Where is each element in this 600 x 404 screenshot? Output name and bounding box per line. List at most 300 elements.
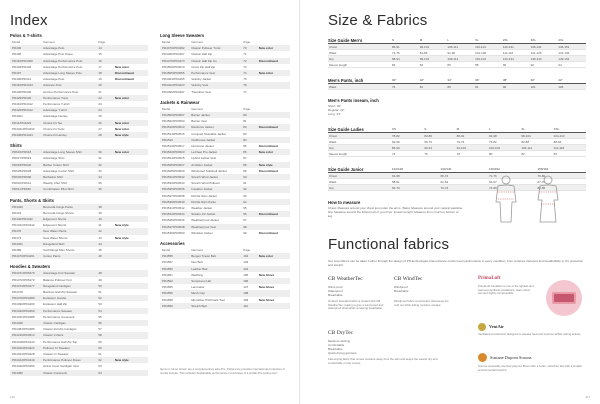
row-model: PD4539/PD4540 (162, 199, 185, 204)
row-model: PD4562 (162, 279, 173, 283)
row-page: 63 (98, 364, 102, 369)
row-garment: Classic Half Zip Cu (191, 58, 217, 63)
row-garment: Weatherproof Vest (191, 224, 216, 229)
row-page: 39 (98, 210, 102, 215)
size-table-title (328, 77, 586, 84)
size-cell: 139-144 (530, 57, 542, 61)
size-cell: 86 (447, 63, 451, 67)
row-model: PD420/PD4412 (12, 108, 33, 113)
row-garment: Webbing (191, 272, 203, 277)
header-garment: Garment (191, 40, 203, 44)
row-model: PD4424/PD4449 (12, 358, 35, 363)
row-page: 22 (98, 95, 102, 100)
row-page: 36 (98, 187, 102, 192)
row-badge: Discontinued (114, 71, 134, 75)
row-badge: New style (258, 162, 273, 167)
page-number-left: 116 (10, 395, 15, 399)
row-garment: Edgemont Skorts (43, 223, 67, 228)
size-cell: 98-104 (521, 134, 531, 138)
row-page: 26 (98, 120, 102, 125)
row-model: PD4431/PD4488 (12, 314, 35, 319)
row-page: 23 (98, 102, 102, 106)
row-garment: Mesh Cap (191, 291, 205, 296)
row-badge: Discontinued (258, 144, 278, 148)
row-page: 33 (98, 168, 102, 173)
size-col-header: 158/164 (537, 167, 549, 171)
row-page: 55 (98, 314, 102, 319)
row-page: 80 (243, 113, 247, 117)
size-cell: 82 (392, 63, 396, 67)
row-model: PD616/PD618 (12, 150, 32, 155)
row-garment: Rangeland Cardigan (43, 283, 71, 288)
row-model: PD4506/PD4507 (162, 113, 185, 117)
row-page: 46 (98, 254, 102, 259)
row-model: PD4524/PD4525 (162, 156, 185, 161)
size-cell: 91-96 (447, 51, 456, 55)
size-cell: 67-70 (537, 180, 546, 184)
size-row-label: Chest (329, 174, 337, 178)
size-row-label: Waist (329, 140, 337, 144)
size-cell: 119-124 (475, 57, 486, 61)
fabric-feature: Moisture wicking (328, 339, 351, 343)
row-model: PD4565 (162, 285, 173, 290)
row-garment: Drizzle Rain Pants (191, 199, 216, 204)
row-garment: Cross Zip Half Zip (191, 64, 216, 69)
row-garment: Advantage Henley (43, 114, 68, 119)
size-row (328, 62, 586, 68)
row-garment: Advantage Performance Polo (43, 64, 83, 69)
row-garment: Hurricane Jacket (191, 144, 214, 148)
row-page: 31 (98, 156, 102, 161)
row-garment: Golf Range Men Shorts (43, 248, 75, 252)
size-fabrics-page (300, 0, 600, 404)
pants-inseam-title: Men's Pants inseam, inch (328, 98, 379, 103)
row-page: 48 (98, 271, 102, 276)
row-garment: Clubhouse Jacket (191, 137, 216, 142)
size-cell: 131-136 (558, 51, 570, 55)
row-model: PD4505/PD4555 (162, 71, 185, 75)
row-garment: Weekly Chef Shirt (43, 181, 68, 186)
size-col-header: XL (521, 127, 525, 131)
row-page: 102 (243, 254, 249, 259)
size-table (328, 37, 586, 68)
row-page: 18 (98, 71, 102, 75)
row-page: 87 (243, 156, 247, 161)
row-page: 50 (98, 283, 102, 288)
row-model: PD4470/PD4491 (12, 254, 35, 259)
row-model: PD4438 (12, 321, 23, 325)
row-garment: New Water Pants (43, 229, 67, 234)
row-page: 104 (243, 266, 249, 271)
index-section-title: Jackets & Rainwear (160, 99, 200, 105)
size-cell: 71-76 (392, 51, 400, 55)
header-garment: Garment (191, 248, 203, 252)
size-cell: 81-86 (419, 51, 428, 55)
row-garment: La Fleet Pro Jacket (191, 150, 218, 155)
row-garment: Classic Pullover Tunic (191, 46, 221, 51)
row-garment: Advance Polo (43, 83, 62, 88)
row-model: PD4549/PD4550 (162, 230, 185, 235)
size-cell: 78-82 (392, 134, 400, 138)
row-page: 74 (243, 71, 247, 75)
row-model: PD4520/PD4523 (162, 150, 185, 155)
size-col-header: L (489, 127, 491, 131)
size-row-label: Hip (329, 146, 334, 150)
size-row-label: Hip (329, 57, 334, 61)
row-garment: Classic Half Zip (191, 52, 213, 57)
row-page: 61 (98, 352, 102, 356)
row-model: PD4547/PD4548 (162, 224, 185, 229)
size-cell: 74 (392, 152, 396, 156)
size-cell: 88-94 (553, 140, 562, 144)
size-cell: 61-64 (440, 180, 449, 184)
size-row (328, 151, 586, 157)
row-garment: Microfiber Pitchmark Tool (191, 297, 225, 302)
size-row-label: Waist (329, 51, 337, 55)
row-page: 64 (98, 370, 102, 375)
row-model: PD4470/PD4480 (12, 296, 35, 301)
fabric-drytec-list (328, 339, 357, 355)
row-garment: Sunscreen Hat (191, 279, 212, 283)
row-badge: Discontinued (258, 125, 278, 130)
row-garment: Classic Full Zip Cardigan (43, 327, 77, 332)
row-garment: Stratus 1/2 Jacket (191, 212, 216, 217)
row-model: PD4471/PD5470 (12, 271, 35, 276)
fabric-drytec-desc: Fast-drying fabric that moves moisture away from the skin and keeps the wearer dry and comfortable on the course. (328, 357, 438, 365)
row-page: 49 (98, 277, 102, 282)
size-col-header: 42" (558, 78, 563, 82)
row-page: 97 (243, 218, 247, 223)
row-badge: New color (114, 126, 130, 131)
size-col-header: 146/152 (489, 167, 500, 171)
size-cell: 86-91 (392, 45, 400, 49)
fabric-weathertec-desc: Outdoor standard fabric is treated with CB WeatherTec coating to give a wind-proof and waterproof shell while remaining breathable. (328, 299, 384, 311)
row-page: 21 (98, 89, 102, 94)
size-cell: 72-76 (489, 174, 497, 178)
size-col-header: 122/128 (392, 167, 403, 171)
row-garment: Transition Vest (191, 89, 211, 94)
primaloft-swatch-graphic (544, 278, 584, 318)
row-page: 108 (243, 291, 249, 296)
row-page: 17 (98, 64, 102, 69)
row-page: 72 (243, 58, 247, 63)
row-model: PD4502/PD4503 (162, 119, 185, 124)
row-model: PD4566 (162, 291, 173, 296)
row-garment: Bamboo Half Zip Sweater (43, 290, 78, 294)
row-model: PD4420/PD4422 (12, 345, 35, 350)
row-model: PD4500/PD4510 (162, 64, 185, 69)
size-cell: 94 (558, 63, 562, 67)
size-col-header: XS (392, 127, 397, 131)
size-cell: 91 (475, 85, 479, 89)
size-cell: 109-114 (447, 57, 459, 61)
row-model: PD4496/PD4497 (162, 89, 185, 94)
row-page: 62 (98, 358, 102, 363)
row-model: PD4555 (162, 254, 173, 259)
row-model: PD4490/PD4400 (12, 302, 35, 307)
row-page: 54 (98, 308, 102, 313)
row-page: 42 (98, 229, 102, 234)
row-model: PD431 (12, 210, 22, 215)
size-table-title (328, 166, 586, 173)
size-table-name: Size Guide Junior (328, 167, 364, 172)
row-model: PD4470/PD4482 (162, 46, 185, 51)
row-garment: Classic Cardigan (43, 321, 66, 325)
row-badge: New style (114, 133, 129, 137)
row-page: 92 (243, 187, 247, 192)
row-page: 73 (243, 64, 247, 69)
size-cell: 66-70 (392, 186, 400, 190)
row-garment: Performance Vest (191, 71, 216, 75)
row-garment: Cotton Pants (43, 254, 61, 259)
row-badge: Discontinued (258, 230, 278, 235)
row-badge: New style (114, 358, 129, 363)
size-col-header: 34" (447, 78, 452, 82)
row-page: 35 (98, 181, 102, 186)
row-garment: Ambition Jacket (191, 162, 213, 167)
page-number-right: 117 (585, 395, 590, 399)
size-col-header: XL (475, 38, 479, 42)
row-garment: Weather Jacket (191, 206, 212, 210)
size-cell: 99-104 (419, 57, 430, 61)
size-cell: 92 (530, 63, 534, 67)
row-page: 76 (243, 83, 247, 88)
size-cell: 96-101 (419, 45, 430, 49)
size-col-header: 3XL (530, 38, 536, 42)
row-page: 60 (98, 345, 102, 350)
row-page: 44 (98, 241, 102, 246)
row-garment: Bermuda Cargo Shorts (43, 210, 74, 215)
row-garment: Horizon Performance Polo (43, 89, 79, 94)
index-title: Index (10, 12, 48, 29)
how-to-measure-text: Chest: Measure around your chest just under the arms. Waist: Measure around your natural waistline. Hip: Measure around the fullest part of your hips. Inseam length: Measure from crotch to bottom of leg. (328, 206, 463, 218)
row-page: 27 (98, 126, 102, 131)
row-garment: Performance Tunic (43, 95, 69, 100)
size-cell: 101-106 (475, 51, 487, 55)
row-model: PD604/PD606 (12, 175, 32, 179)
row-model: PD4474/PD4477 (12, 283, 35, 288)
fabric-primaloft-desc: PrimaLoft insulation is one of the lightest and warmest synthetic insulations, warm when wet and highly compressible. (478, 284, 534, 296)
size-col-header: 32" (419, 78, 425, 82)
size-cell: 86-90 (392, 146, 400, 150)
row-model: PD4543/PD4544 (162, 212, 185, 217)
row-badge: New style (114, 235, 129, 240)
row-page: 41 (98, 223, 102, 228)
row-garment: Stretch Belt (191, 303, 207, 308)
index-section-title: Long Sleeve Sweaters (160, 33, 205, 38)
row-page: 103 (243, 260, 249, 265)
index-section-title: Hoodies & Sweaters (10, 264, 51, 270)
header-page: Page (243, 248, 251, 252)
fabric-weathertec-list (328, 285, 343, 297)
size-cell: 88-94 (392, 57, 400, 61)
row-garment: Balance Pullover Knit (43, 277, 72, 282)
row-garment: Performance Pullover Dress (43, 358, 81, 363)
size-cell: 80-86 (537, 186, 546, 190)
size-col-header: 38" (502, 78, 508, 82)
row-page: 15 (98, 52, 102, 57)
size-col-header: M (456, 127, 460, 131)
row-garment: Advantage Polo (43, 77, 65, 82)
index-row (10, 132, 148, 138)
row-model: PD4430 (12, 204, 23, 209)
size-cell: 101 (530, 85, 536, 89)
row-page: 57 (98, 327, 102, 332)
row-page: 34 (98, 175, 102, 179)
row-model: PD4514/PD4515 (162, 131, 185, 136)
row-model: PD4416/PD4514 (12, 333, 35, 338)
size-cell: 82-86 (424, 134, 433, 138)
index-row (160, 230, 290, 236)
row-page: 82 (243, 125, 247, 130)
row-garment: Classic Cr Sweater (43, 352, 69, 356)
row-model: PD610/PD612 (12, 181, 32, 186)
row-model: PD470 (12, 229, 22, 234)
row-badge: New color (258, 254, 274, 259)
fabric-drytec-label: CB DryTec (328, 330, 354, 336)
row-garment: Choice Fit Henley (43, 133, 67, 137)
row-garment: Pullover Cr Sweater (43, 345, 70, 350)
row-garment: Insulator Jacket (191, 187, 213, 192)
size-cell: 111-116 (502, 51, 514, 55)
fabric-feature: Breathable (328, 293, 343, 297)
row-badge: New color (114, 120, 130, 125)
row-garment: Active Crew Cardigan Vest (43, 364, 79, 369)
row-model: PD410/PD4400 (12, 58, 33, 63)
row-model: PD4426/PD4469 (12, 364, 35, 369)
size-cell: 126-131 (502, 45, 514, 49)
row-garment: Barrier Jacket (191, 113, 210, 117)
functional-fabrics-title: Functional fabrics (328, 236, 450, 253)
row-page: 75 (243, 77, 247, 82)
fabric-windtec-desc: Windproof fabric construction that keeps the cold out while letting moisture escape. (394, 299, 449, 307)
row-garment: Edgemont Shorts (43, 217, 67, 221)
size-row-label: Chest (329, 134, 337, 138)
row-garment: Velocity Vest (191, 83, 209, 88)
fabric-sorona-desc: Sorona renewably sourced polymer fibres offer a softer, stretchier feel with a smaller environmental footprint. (478, 364, 583, 372)
row-garment: Barber Cotton Shirt (43, 162, 69, 167)
row-garment: Weatherproof Jacket (191, 218, 219, 223)
row-model: PD4537/PD4538 (162, 193, 185, 198)
fabric-feature: Wind proof (328, 285, 343, 289)
size-cell: 94-100 (456, 146, 466, 150)
row-model: PD473 (12, 235, 22, 240)
row-garment: Endeavor Hoodie (43, 296, 67, 301)
row-garment: Performance Half Zip Top (43, 339, 78, 344)
row-model: PD4569 (162, 303, 173, 308)
row-badge: Discontinued (258, 212, 278, 217)
row-page: 59 (98, 339, 102, 344)
row-page: 56 (98, 321, 102, 325)
row-model: PD4541/PD4542 (162, 206, 185, 210)
row-page: 38 (98, 204, 102, 209)
size-cell: 146-151 (558, 45, 570, 49)
row-garment: Barbados Shirt (43, 175, 63, 179)
row-garment: Advantage Polo (43, 46, 65, 51)
row-garment: Drizzle Rain Jacket (191, 193, 217, 198)
row-garment: Advantage Shirt (43, 156, 65, 161)
size-fabrics-title: Size & Fabrics (328, 12, 428, 29)
row-model: PD4533/PD4534 (162, 181, 185, 186)
index-section-title: Shirts (10, 143, 22, 149)
row-garment: Advantage Performance Polo (43, 58, 83, 63)
row-garment: Velocity Jacket (191, 77, 212, 82)
how-to-measure-title: How to measure (328, 200, 361, 205)
row-model: PD400 (12, 46, 22, 51)
row-model: PD4432/PD4460 (12, 308, 35, 313)
row-badge: New style (114, 223, 129, 228)
row-page: 28 (98, 133, 102, 137)
size-cell: 82 (521, 152, 525, 156)
row-model: PD611/PD640 (12, 187, 31, 192)
row-model: PD4470/PD4473 (162, 58, 185, 63)
size-table-name: Size Guide Ladies (328, 127, 364, 132)
inseam-line: Short: 30" (328, 104, 342, 108)
header-garment: Garment (191, 106, 203, 111)
size-col-header: S (392, 38, 395, 42)
row-page: 40 (98, 217, 102, 221)
row-model: PD4516 (162, 137, 173, 142)
fabric-feature: Windproof (394, 285, 408, 289)
size-row-label: Waist (329, 85, 337, 89)
size-cell: 100-106 (489, 146, 501, 150)
row-garment: Leather Belt (191, 266, 208, 271)
size-cell: 104-110 (553, 134, 565, 138)
size-col-header: 30" (392, 78, 397, 82)
row-garment: Windstar Jacket (191, 230, 213, 235)
size-col-header: 2XL (502, 38, 509, 42)
row-page: 110 (243, 303, 248, 308)
size-cell: 78 (456, 152, 460, 156)
size-cell: 84 (553, 152, 557, 156)
fabric-feature: Comfortable (328, 343, 345, 347)
row-garment: Advantage Knit Sweater (43, 271, 76, 276)
size-row-label: Hip (329, 186, 334, 190)
header-garment: Garment (43, 40, 55, 44)
size-cell: 136-141 (530, 45, 542, 49)
row-model: PD4464/PD4465 (162, 77, 185, 82)
fabric-ventair-desc: Ventilated construction designed to release heat and improve airflow during activity. (478, 332, 582, 336)
row-page: 85 (243, 144, 247, 148)
header-model: Model (12, 40, 21, 44)
row-page: 106 (243, 279, 249, 283)
row-badge: New color (258, 150, 274, 155)
row-model: PD4424/PD4428 (12, 352, 35, 356)
size-cell: 76 (424, 152, 428, 156)
row-model: PD480 (12, 248, 22, 252)
row-garment: Performance Sweater (43, 308, 73, 313)
row-page: 32 (98, 162, 102, 167)
row-badge: Discontinued (258, 168, 278, 173)
size-cell: 86-92 (456, 134, 465, 138)
row-model: PD4535/PD4536 (162, 187, 185, 192)
row-model: PD406/PD414 (12, 77, 32, 82)
row-garment: Advantage Long Sleeve Shirt (43, 150, 82, 155)
sorona-logo-icon (478, 353, 487, 362)
row-garment: Stretch Wind Jacket (191, 175, 218, 179)
row-badge: New Glove (258, 285, 275, 290)
size-cell: 86 (447, 85, 451, 89)
index-row (160, 303, 290, 309)
row-model: PD626/PD628 (12, 168, 32, 173)
size-cell: 121-126 (530, 51, 542, 55)
row-page: 58 (98, 333, 102, 338)
row-garment: New Water Shorts (43, 235, 68, 240)
row-page: 16 (98, 58, 102, 63)
size-table-name: Size Guide Men's (328, 38, 363, 43)
size-cell: 112-118 (553, 146, 565, 150)
size-table-name: Men's Pants, inch (328, 78, 364, 83)
